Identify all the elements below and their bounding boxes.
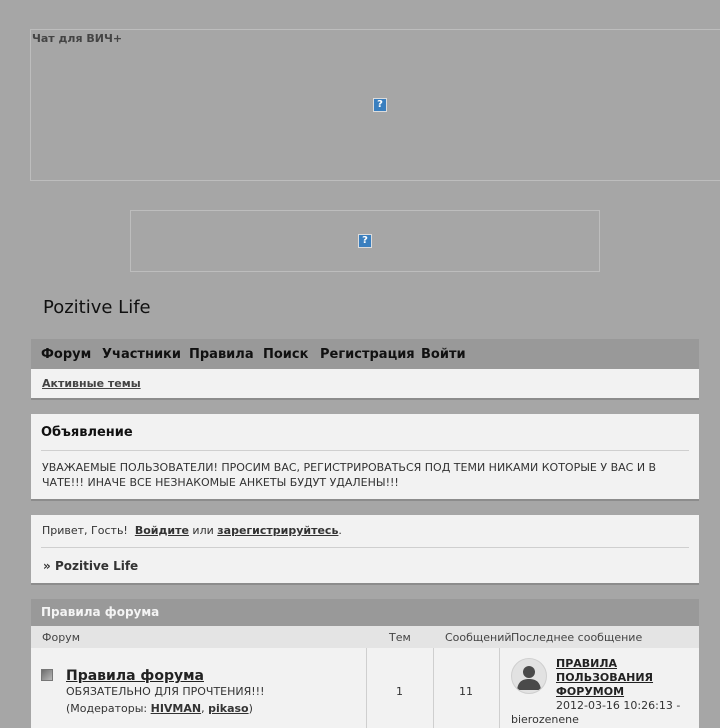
greeting-text: Привет, Гость!: [42, 524, 128, 537]
announcement-panel: [31, 414, 699, 501]
chat-title: Чат для ВИЧ+: [32, 32, 123, 45]
main-navbar: [31, 339, 699, 369]
nav-register[interactable]: Регистрация: [320, 347, 415, 362]
chat-frame[interactable]: [30, 29, 720, 181]
moderator-link[interactable]: HIVMAN: [150, 702, 202, 715]
col-posts: Сообщений: [445, 631, 512, 644]
last-post-user[interactable]: bierozenene: [511, 713, 579, 726]
col-topics: Тем: [389, 631, 411, 644]
nav-forum[interactable]: Форум: [41, 347, 92, 362]
announcement-title: Объявление: [41, 425, 133, 440]
col-last-post: Последнее сообщение: [511, 631, 643, 644]
breadcrumb-home[interactable]: Pozitive Life: [54, 559, 139, 573]
forum-status-icon: [41, 669, 53, 681]
welcome-panel: [31, 515, 699, 585]
last-post-link[interactable]: ПРАВИЛА ПОЛЬЗОВАНИЯ ФОРУМОМ: [556, 657, 654, 698]
nav-rules[interactable]: Правила: [189, 347, 254, 362]
topics-count: 1: [396, 685, 403, 698]
nav-login[interactable]: Войти: [421, 347, 466, 362]
forum-moderators: (Модераторы: HIVMAN, pikaso): [66, 702, 253, 715]
or-text: или: [192, 524, 214, 537]
login-link[interactable]: Войдите: [134, 524, 189, 537]
user-silhouette-icon: [512, 659, 546, 693]
column-divider: [499, 648, 500, 728]
announcement-text: УВАЖАЕМЫЕ ПОЛЬЗОВАТЕЛИ! ПРОСИМ ВАС, РЕГИСТРИРОВАТЬСЯ ПОД ТЕМИ НИКАМИ КОТОРЫЕ У ВАС И В ЧАТЕ!!! ИНАЧЕ ВСЕ НЕЗНАКОМЫЕ АНКЕТЫ БУДУТ УДАЛЕНЫ!!!: [42, 461, 657, 489]
moderators-label: (Модераторы:: [66, 702, 148, 715]
register-link[interactable]: зарегистрируйтесь: [217, 524, 339, 537]
moderator-link[interactable]: pikaso: [208, 702, 249, 715]
nav-search[interactable]: Поиск: [263, 347, 309, 362]
user-avatar-icon[interactable]: [511, 658, 547, 694]
nav-members[interactable]: Участники: [102, 347, 181, 362]
category-header: [31, 599, 699, 626]
guest-greeting: [42, 524, 342, 537]
last-post-date: 2012-03-16 10:26:13 -: [556, 699, 681, 712]
greeting-suffix: .: [338, 524, 342, 537]
divider: [41, 450, 689, 451]
broken-image-icon: ?: [358, 234, 372, 248]
posts-count: 11: [459, 685, 473, 698]
moderators-close: ): [248, 702, 253, 715]
forum-row: [31, 648, 699, 728]
active-topics-link[interactable]: Активные темы: [42, 377, 141, 390]
banner-frame[interactable]: [130, 210, 600, 272]
broken-image-icon: ?: [373, 98, 387, 112]
site-title: Pozitive Life: [43, 297, 151, 318]
divider: [41, 547, 689, 548]
breadcrumb: [43, 559, 138, 573]
forum-description: ОБЯЗАТЕЛЬНО ДЛЯ ПРОЧТЕНИЯ!!!: [66, 685, 265, 698]
breadcrumb-separator: »: [43, 559, 51, 573]
sub-navbar: [31, 369, 699, 400]
forum-link[interactable]: Правила форума: [66, 668, 204, 684]
column-header: [31, 626, 699, 648]
category-title[interactable]: Правила форума: [41, 605, 160, 619]
col-forum: Форум: [42, 631, 80, 644]
